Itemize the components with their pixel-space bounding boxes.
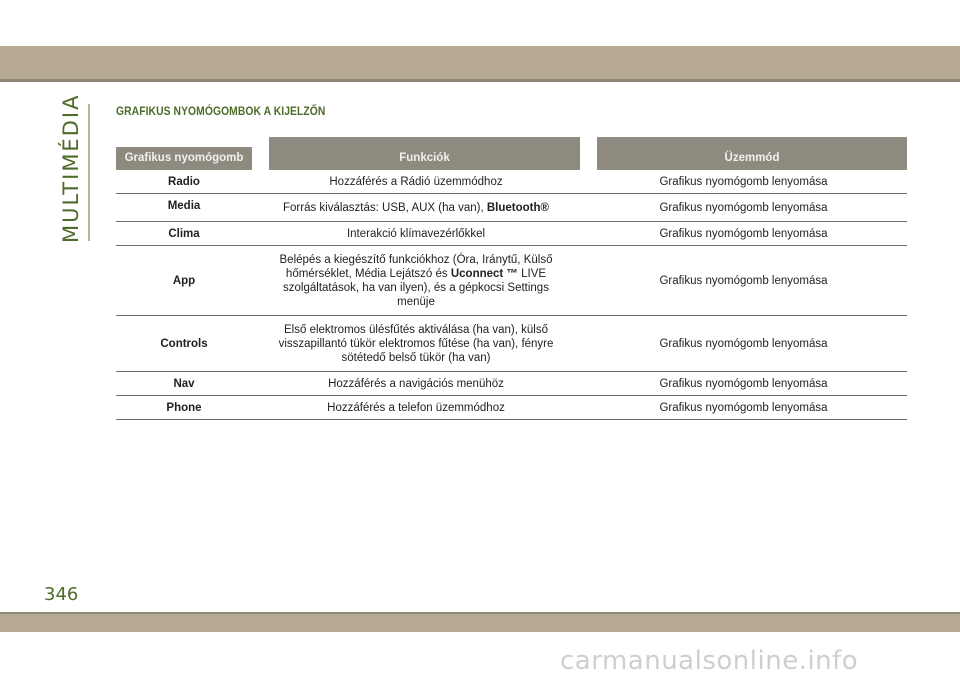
header-function: Funkciók xyxy=(269,137,580,170)
bottom-decorative-band xyxy=(0,612,960,632)
cell-function: Forrás kiválasztás: USB, AUX (ha van), Bluetooth® xyxy=(282,201,549,214)
cell-button: Media xyxy=(167,200,201,212)
bottom-band-rule xyxy=(0,612,960,614)
cell-button: Radio xyxy=(168,175,200,188)
cell-button: Controls xyxy=(160,337,208,350)
watermark-text: carmanualsonline.info xyxy=(560,646,859,676)
cell-mode: Grafikus nyomógomb lenyomása xyxy=(659,337,828,350)
cell-mode: Grafikus nyomógomb lenyomása xyxy=(659,274,828,287)
table-row xyxy=(116,194,907,222)
cell-function: Első elektromos ülésfűtés aktiválása (ha van), külső visszapillantó tükör elektromos fűtése (ha van), fényre sötétedő belső tükör (ha van) xyxy=(278,323,554,364)
buttons-table xyxy=(116,137,907,420)
top-band-rule xyxy=(0,79,960,82)
cell-mode: Grafikus nyomógomb lenyomása xyxy=(659,175,828,188)
cell-button: Nav xyxy=(173,377,195,390)
cell-mode: Grafikus nyomógomb lenyomása xyxy=(659,377,828,390)
cell-button: Clima xyxy=(168,227,200,240)
cell-mode: Grafikus nyomógomb lenyomása xyxy=(659,227,828,240)
cell-button: App xyxy=(172,274,196,287)
header-button: Grafikus nyomógomb xyxy=(116,137,252,170)
side-section-title: MULTIMÉDIA xyxy=(59,93,83,243)
table-row xyxy=(116,222,907,246)
section-title: GRAFIKUS NYOMÓGOMBOK A KIJELZŐN xyxy=(116,104,326,118)
cell-function: Hozzáférés a Rádió üzemmódhoz xyxy=(329,175,503,188)
cell-mode: Grafikus nyomógomb lenyomása xyxy=(659,401,828,414)
table-row xyxy=(116,372,907,396)
header-mode: Üzemmód xyxy=(597,137,907,170)
cell-function: Interakció klímavezérlőkkel xyxy=(346,227,486,240)
page-number: 346 xyxy=(44,584,79,605)
cell-mode: Grafikus nyomógomb lenyomása xyxy=(659,201,828,214)
cell-function: Hozzáférés a telefon üzemmódhoz xyxy=(327,401,505,414)
cell-button: Phone xyxy=(166,401,202,414)
table-header xyxy=(116,137,907,170)
side-rule xyxy=(88,104,90,241)
cell-function: Hozzáférés a navigációs menühöz xyxy=(328,377,504,390)
table-row xyxy=(116,316,907,372)
table-row xyxy=(116,246,907,316)
table-row xyxy=(116,396,907,420)
cell-function: Belépés a kiegészítő funkciókhoz (Óra, Iránytű, Külső hőmérséklet, Média Lejátszó és Uconnect ™ LIVE szolgáltatások, ha van ilyen), és a gépkocsi Settings menüje xyxy=(279,253,553,308)
top-decorative-band xyxy=(0,46,960,79)
table-row xyxy=(116,170,907,194)
